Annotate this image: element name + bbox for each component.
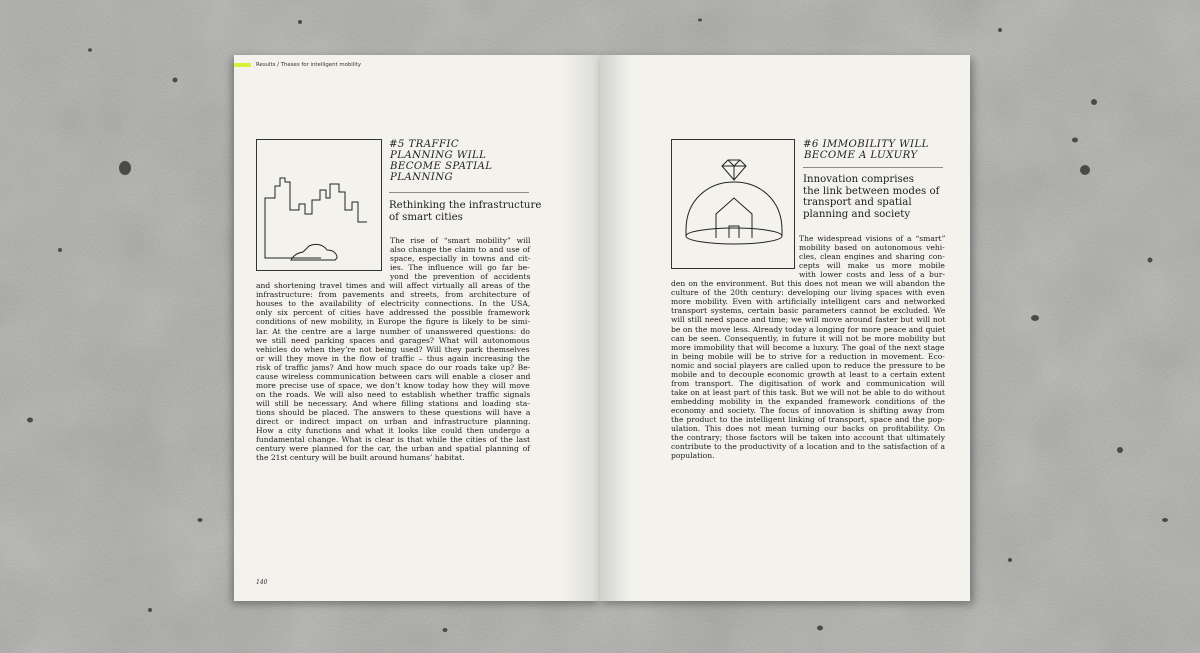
body-line: the contrary; those factors will be taken into account that ultimately bbox=[671, 433, 946, 443]
body-line: from transport. The digitisation of work and communication will bbox=[671, 378, 945, 388]
subhead-6 bbox=[803, 174, 939, 220]
body-line: more immobility that will become a luxury. The goal of the next stage bbox=[671, 342, 945, 352]
subhead-line: Rethinking the infrastructure bbox=[389, 200, 542, 211]
title-divider bbox=[803, 167, 943, 168]
page-number: 140 bbox=[256, 579, 268, 586]
body-line: contribute to the productivity of a location and to the satisfaction of a bbox=[671, 442, 945, 452]
title-line: #6 IMMOBILITY WILL bbox=[803, 139, 929, 150]
body-line: yond the prevention of accidents bbox=[390, 272, 531, 282]
body-line: How a city functions and what it looks like could then undergo a bbox=[256, 426, 530, 436]
body-line: will still be necessary. And where filling stations and loading sta- bbox=[256, 398, 530, 408]
left-page bbox=[234, 55, 600, 601]
body-line: with lower costs and less of a bur- bbox=[799, 270, 945, 280]
body-line: the 21st century will be built around humans’ habitat. bbox=[256, 453, 465, 463]
body-line: embedding mobility in the expanded framework conditions of the bbox=[671, 396, 946, 406]
body-line: be on the move less. Already today a longing for more peace and quiet bbox=[671, 324, 946, 334]
body-line: cepts will make us more mobile bbox=[799, 261, 945, 271]
body-line: can be seen. Consequently, in future it will not be more mobility but bbox=[671, 333, 946, 343]
body-line: fundamental change. What is clear is that while the cities of the last bbox=[256, 435, 531, 445]
body-line: infrastructure: from pavements and streets, from architecture of bbox=[256, 290, 530, 300]
right-page bbox=[600, 55, 970, 601]
subhead-line: Innovation comprises bbox=[803, 174, 915, 185]
body-line: den on the environment. But this does not mean we will abandon the bbox=[671, 279, 945, 289]
body-line: and shortening travel times and will affect virtually all areas of the bbox=[256, 281, 530, 291]
body-line: vehicles do when they’re not being used? Will they park themselves bbox=[256, 344, 530, 354]
body-line: conditions of new mobility, in Europe the figure is likely to be simi- bbox=[256, 317, 530, 327]
body-line: only six percent of cities have addressed the possible framework bbox=[256, 308, 530, 318]
body-line: or will they move in the flow of traffic – thus again increasing the bbox=[256, 353, 530, 363]
body-line: ies. The influence will go far be- bbox=[390, 263, 530, 273]
body-line: we still need parking spaces and garages? What will autonomous bbox=[256, 335, 530, 345]
section-title-6 bbox=[803, 139, 963, 161]
body-line: more mobility. Even with artificially intelligent cars and networked bbox=[671, 297, 946, 307]
body-line: tions should be placed. The answers to these questions will have a bbox=[256, 407, 531, 417]
body-text-5 bbox=[256, 236, 530, 462]
body-line: cause wireless communication between cars will enable a closer and bbox=[256, 371, 531, 381]
subhead-line: planning and society bbox=[803, 208, 911, 220]
body-line: mobile and to decouple economic growth at least to a certain extent bbox=[671, 369, 946, 379]
body-line: lar. At the centre are a large number of unanswered questions: do bbox=[256, 326, 530, 336]
body-line: in being mobile will be to strive for a reduction in movement. Eco- bbox=[671, 351, 945, 361]
title-line: BECOME A LUXURY bbox=[804, 150, 918, 161]
body-line: will still need space and time; we will move around faster but will not bbox=[671, 315, 946, 325]
body-line: mobility based on autonomous vehi- bbox=[799, 243, 945, 253]
title-line: BECOME SPATIAL bbox=[390, 161, 493, 172]
body-line: The widespread visions of a “smart” bbox=[799, 234, 946, 243]
subhead-line: the link between modes of bbox=[803, 185, 940, 197]
title-line: PLANNING bbox=[390, 172, 454, 183]
body-line: take on at least part of this task. But we will not be able to do without bbox=[671, 387, 945, 397]
title-line: #5 TRAFFIC bbox=[389, 139, 460, 150]
accent-marker bbox=[234, 63, 251, 67]
body-line: houses to the availability of electricity connections. In the USA, bbox=[256, 299, 531, 309]
gutter-shadow-right bbox=[600, 55, 630, 601]
running-head: Results / Theses for intelligent mobility bbox=[256, 62, 362, 68]
body-line: risk of traffic jams? And how much space do our roads take up? Be- bbox=[256, 362, 531, 372]
body-line: direct or indirect impact on urban and infrastructure planning. bbox=[256, 417, 531, 426]
body-line: on the roads. We will also need to establish whether traffic signals bbox=[256, 389, 531, 399]
body-line: the product to the intelligent linking of transport, space and the pop- bbox=[671, 415, 945, 424]
subhead-line: transport and spatial bbox=[803, 197, 912, 208]
body-line: century were planned for the car, the urban and spatial planning of bbox=[256, 444, 530, 454]
title-line: PLANNING WILL bbox=[390, 150, 487, 161]
body-text-6 bbox=[671, 234, 945, 460]
body-line: population. bbox=[671, 451, 715, 461]
body-line: The rise of “smart mobility” will bbox=[390, 236, 531, 245]
body-line: ulation. This does not mean turning our backs on profitability. On bbox=[671, 424, 946, 434]
body-line: cles, clean engines and sharing con- bbox=[799, 252, 945, 262]
body-line: also change the claim to and use of bbox=[390, 245, 531, 255]
title-divider bbox=[389, 192, 529, 193]
body-line: economy and society. The focus of innovation is shifting away from bbox=[671, 405, 945, 415]
body-line: space, especially in towns and cit- bbox=[390, 254, 531, 264]
gutter-shadow-left bbox=[560, 55, 600, 601]
body-line: more precise use of space, we don’t know today how they will move bbox=[256, 380, 530, 390]
subhead-line: of smart cities bbox=[389, 211, 463, 223]
body-line: nomic and social players are called upon to reduce the pressure to be bbox=[671, 360, 946, 370]
subhead-5 bbox=[389, 200, 541, 223]
body-line: culture of the 20th century: developing our living spaces with even bbox=[671, 288, 945, 298]
body-line: transport systems, certain basic parameters cannot be excluded. We bbox=[671, 306, 946, 316]
section-title-5 bbox=[389, 139, 589, 183]
